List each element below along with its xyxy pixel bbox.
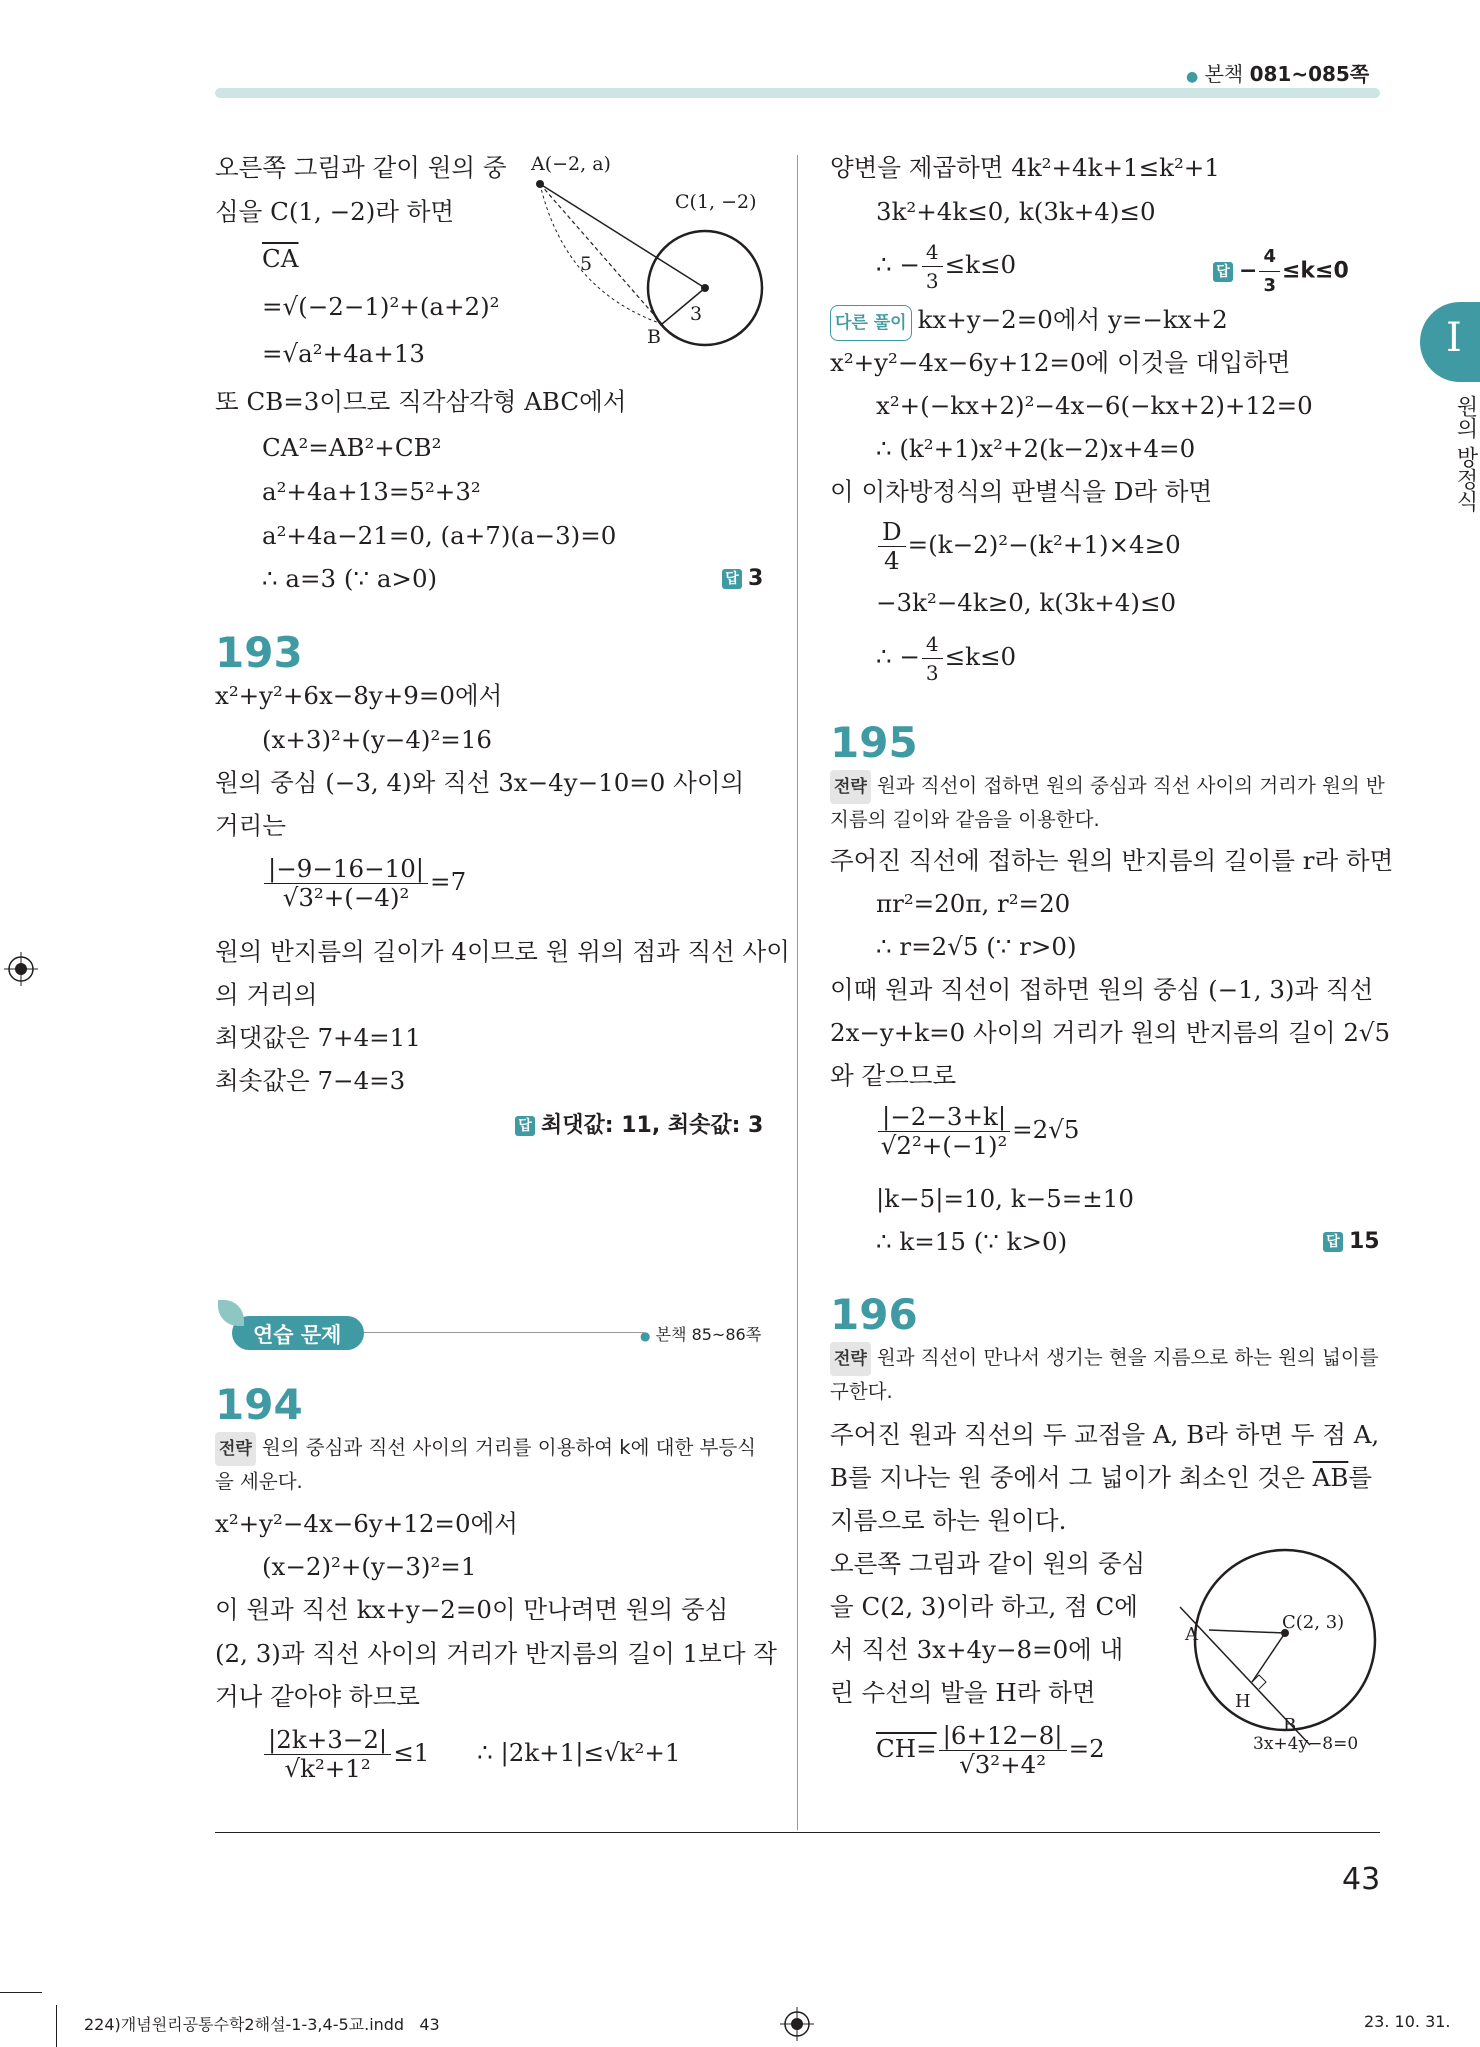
intro-line-3: $\overline{CA}$ <box>262 244 299 273</box>
figure-chord-circle <box>1175 1545 1385 1765</box>
p195-line-5: 2x−y+k=0 사이의 거리가 원의 반지름의 길이 2√5 <box>830 1018 1391 1047</box>
fig1-line-AB <box>540 184 662 324</box>
p194-frac-rhs: ≤1 <box>393 1738 430 1767</box>
p194-fraction <box>262 1726 680 1783</box>
answer-icon: 답 <box>722 569 742 589</box>
p195-frac-rhs: =2√5 <box>1012 1115 1080 1144</box>
fig1-label-B: B <box>647 326 661 348</box>
p196-ch-lhs: CH= <box>876 1734 937 1763</box>
p195-line-6: 와 같으므로 <box>830 1061 957 1090</box>
fig1-label-C: C(1, −2) <box>675 191 757 213</box>
problem-196-number: 196 <box>830 1290 918 1339</box>
p196-frac-den: √3²+4² <box>959 1750 1047 1779</box>
p195-line-2: πr²=20π, r²=20 <box>876 889 1071 918</box>
cont-answer: 답 − $\frac{4}{3}$ ≤k≤0 <box>1213 243 1349 300</box>
p194-line-2: (x−2)²+(y−3)²=1 <box>262 1552 477 1581</box>
fig2-line-CH <box>1252 1633 1285 1682</box>
p193-frac-rhs: =7 <box>430 867 467 896</box>
p193-line-5: 원의 반지름의 길이가 4이므로 원 위의 점과 직선 사이 <box>215 937 790 966</box>
p195-line-8: ∴ k=15 (∵ k>0) <box>876 1227 1068 1256</box>
p196-line-4: 오른쪽 그림과 같이 원의 중심 <box>830 1549 1146 1578</box>
alt-line-1: 다른 풀이 kx+y−2=0에서 y=−kx+2 <box>830 304 1228 341</box>
intro-line-9: a²+4a−21=0, (a+7)(a−3)=0 <box>262 521 617 550</box>
fig1-label-A: A(−2, a) <box>531 153 611 175</box>
header-ref: ● 본책 081~085쪽 <box>1186 62 1370 86</box>
p193-line-3: 원의 중심 (−3, 4)와 직선 3x−4y−10=0 사이의 <box>215 768 745 797</box>
problem-194-number: 194 <box>215 1380 303 1429</box>
fig2-label-A: A <box>1185 1624 1198 1645</box>
figure-circle-tangent <box>525 150 785 350</box>
p193-line-8: 최솟값은 7−4=3 <box>215 1066 406 1095</box>
intro-line-10: ∴ a=3 (∵ a>0) <box>262 564 438 593</box>
p194-strategy: 전략 원의 중심과 직선 사이의 거리를 이용하여 k에 대한 부등식을 세운다. <box>215 1432 770 1498</box>
p196-line-2: B를 지나는 원 중에서 그 넓이가 최소인 것은 $\overline{AB}$를 <box>830 1463 1373 1492</box>
alt-line-2: x²+y²−4x−6y+12=0에 이것을 대입하면 <box>830 348 1291 377</box>
p196-line-1: 주어진 원과 직선의 두 교점을 A, B라 하면 두 점 A, <box>830 1420 1380 1449</box>
fig2-label-C: C(2, 3) <box>1282 1612 1345 1633</box>
bottom-rule <box>215 1832 1380 1833</box>
p196-strategy: 전략 원과 직선이 만나서 생기는 현을 지름으로 하는 원의 넓이를 구한다. <box>830 1342 1385 1408</box>
p194-line-3: 이 원과 직선 kx+y−2=0이 만나려면 원의 중심 <box>215 1595 729 1624</box>
fig1-label-3: 3 <box>690 303 703 325</box>
registration-mark-icon <box>4 952 38 986</box>
alt-line-6: $\frac{D}{4}$ =(k−2)²−(k²+1)×4≥0 <box>876 518 1181 575</box>
fig1-label-5: 5 <box>580 253 593 275</box>
p196-fraction <box>876 1722 1105 1779</box>
p196-line-7: 린 수선의 발을 H라 하면 <box>830 1678 1096 1707</box>
alt-line-8: ∴ − $\frac{4}{3}$ ≤k≤0 <box>876 632 1017 685</box>
p193-answer: 답 최댓값: 11, 최솟값: 3 <box>515 1108 763 1139</box>
p195-line-7: |k−5|=10, k−5=±10 <box>876 1184 1134 1213</box>
p195-line-4: 이때 원과 직선이 접하면 원의 중심 (−1, 3)과 직선 <box>830 975 1374 1004</box>
alt-line-4: ∴ (k²+1)x²+2(k−2)x+4=0 <box>876 434 1196 463</box>
p194-line-1: x²+y²−4x−6y+12=0에서 <box>215 1509 518 1538</box>
p193-frac-num: |−9−16−10| <box>264 855 428 884</box>
footer-date: 23. 10. 31. <box>1364 2012 1451 2031</box>
p195-strategy: 전략 원과 직선이 접하면 원의 중심과 직선 사이의 거리가 원의 반지름의 길이와 같음을 이용한다. <box>830 770 1385 836</box>
p194-line-4: (2, 3)과 직선 사이의 거리가 반지름의 길이 1보다 작 <box>215 1639 777 1668</box>
intro-line-5: =√a²+4a+13 <box>262 339 425 368</box>
fig2-label-line: 3x+4y−8=0 <box>1253 1734 1359 1754</box>
p194-line-5: 거나 같아야 하므로 <box>215 1682 420 1711</box>
alt-line-3: x²+(−kx+2)²−4x−6(−kx+2)+12=0 <box>876 391 1313 420</box>
p193-fraction <box>262 855 466 912</box>
registration-mark-icon <box>780 2007 814 2041</box>
practice-ref: ● 본책 85~86쪽 <box>640 1325 762 1344</box>
p193-frac-den: √3²+(−4)² <box>282 883 410 912</box>
cont-line-1: 양변을 제곱하면 4k²+4k+1≤k²+1 <box>830 153 1220 182</box>
p196-line-3: 지름으로 하는 원이다. <box>830 1506 1067 1535</box>
intro-line-6: 또 CB=3이므로 직각삼각형 ABC에서 <box>215 387 627 416</box>
p193-line-7: 최댓값은 7+4=11 <box>215 1023 421 1052</box>
p196-line-5: 을 C(2, 3)이라 하고, 점 C에 <box>830 1592 1138 1621</box>
p195-frac-num: |−2−3+k| <box>878 1103 1010 1132</box>
fig1-point-C <box>701 284 709 292</box>
answer-icon: 답 <box>1213 262 1233 282</box>
footer-file: 224)개념원리공통수학2해설-1-3,4-5교.indd 43 <box>84 2015 440 2034</box>
practice-rule <box>364 1332 644 1333</box>
p194-frac-den: √k²+1² <box>284 1754 371 1783</box>
answer-icon: 답 <box>1323 1232 1343 1252</box>
problem-195-number: 195 <box>830 718 918 767</box>
p194-frac-num: |2k+3−2| <box>264 1726 391 1755</box>
p194-tail: ∴ |2k+1|≤√k²+1 <box>477 1738 681 1767</box>
p195-line-3: ∴ r=2√5 (∵ r>0) <box>876 932 1077 961</box>
alt-line-7: −3k²−4k≥0, k(3k+4)≤0 <box>876 588 1177 617</box>
header-ref-label: 본책 <box>1204 62 1244 86</box>
header-ref-pages: 081~085쪽 <box>1249 62 1370 86</box>
problem-193-number: 193 <box>215 628 303 677</box>
intro-line-7: CA²=AB²+CB² <box>262 433 442 462</box>
p196-frac-rhs: =2 <box>1068 1734 1105 1763</box>
strategy-tag: 전략 <box>830 770 871 804</box>
practice-leaf <box>218 1300 244 1326</box>
intro-answer: 답 3 <box>722 566 763 591</box>
fig2-right-angle <box>1252 1675 1266 1689</box>
answer-icon: 답 <box>515 1116 535 1136</box>
p195-fraction <box>876 1103 1079 1160</box>
p193-line-4: 거리는 <box>215 811 287 840</box>
intro-line-4: =√(−2−1)²+(a+2)² <box>262 292 500 321</box>
p196-frac-num: |6+12−8| <box>939 1722 1067 1751</box>
intro-line-8: a²+4a+13=5²+3² <box>262 477 481 506</box>
practice-label: 연습 문제 <box>253 1323 342 1347</box>
fig1-point-A <box>536 180 544 188</box>
p196-line-6: 서 직선 3x+4y−8=0에 내 <box>830 1635 1124 1664</box>
intro-line-2: 심을 C(1, −2)라 하면 <box>215 197 455 226</box>
intro-line-1: 오른쪽 그림과 같이 원의 중 <box>215 153 507 182</box>
chapter-tab-numeral: I <box>1446 315 1462 361</box>
fig2-label-H: H <box>1235 1691 1251 1712</box>
p193-line-2: (x+3)²+(y−4)²=16 <box>262 725 492 754</box>
alt-line-5: 이 이차방정식의 판별식을 D라 하면 <box>830 477 1213 506</box>
p195-frac-den: √2²+(−1)² <box>880 1131 1008 1160</box>
crop-mark <box>0 1992 42 1993</box>
cont-line-3: ∴ − $\frac{4}{3}$ ≤k≤0 <box>876 240 1017 293</box>
page-number: 43 <box>1342 1862 1381 1897</box>
alt-tag: 다른 풀이 <box>830 305 912 341</box>
strategy-tag: 전략 <box>830 1342 871 1376</box>
p193-line-6: 의 거리의 <box>215 980 318 1009</box>
chapter-tab-label: 원의 방정식 <box>1453 395 1478 512</box>
cont-line-2: 3k²+4k≤0, k(3k+4)≤0 <box>876 197 1156 226</box>
fig2-circle <box>1195 1550 1375 1730</box>
p193-line-1: x²+y²+6x−8y+9=0에서 <box>215 681 503 710</box>
column-divider <box>797 155 798 1830</box>
header-bar <box>215 88 1380 98</box>
strategy-tag: 전략 <box>215 1432 256 1466</box>
p195-answer: 답 15 <box>1323 1229 1380 1254</box>
p195-line-1: 주어진 직선에 접하는 원의 반지름의 길이를 r라 하면 <box>830 846 1394 875</box>
fig2-line-CA <box>1209 1630 1285 1633</box>
fig2-label-B: B <box>1283 1715 1297 1736</box>
crop-mark <box>56 2005 57 2047</box>
